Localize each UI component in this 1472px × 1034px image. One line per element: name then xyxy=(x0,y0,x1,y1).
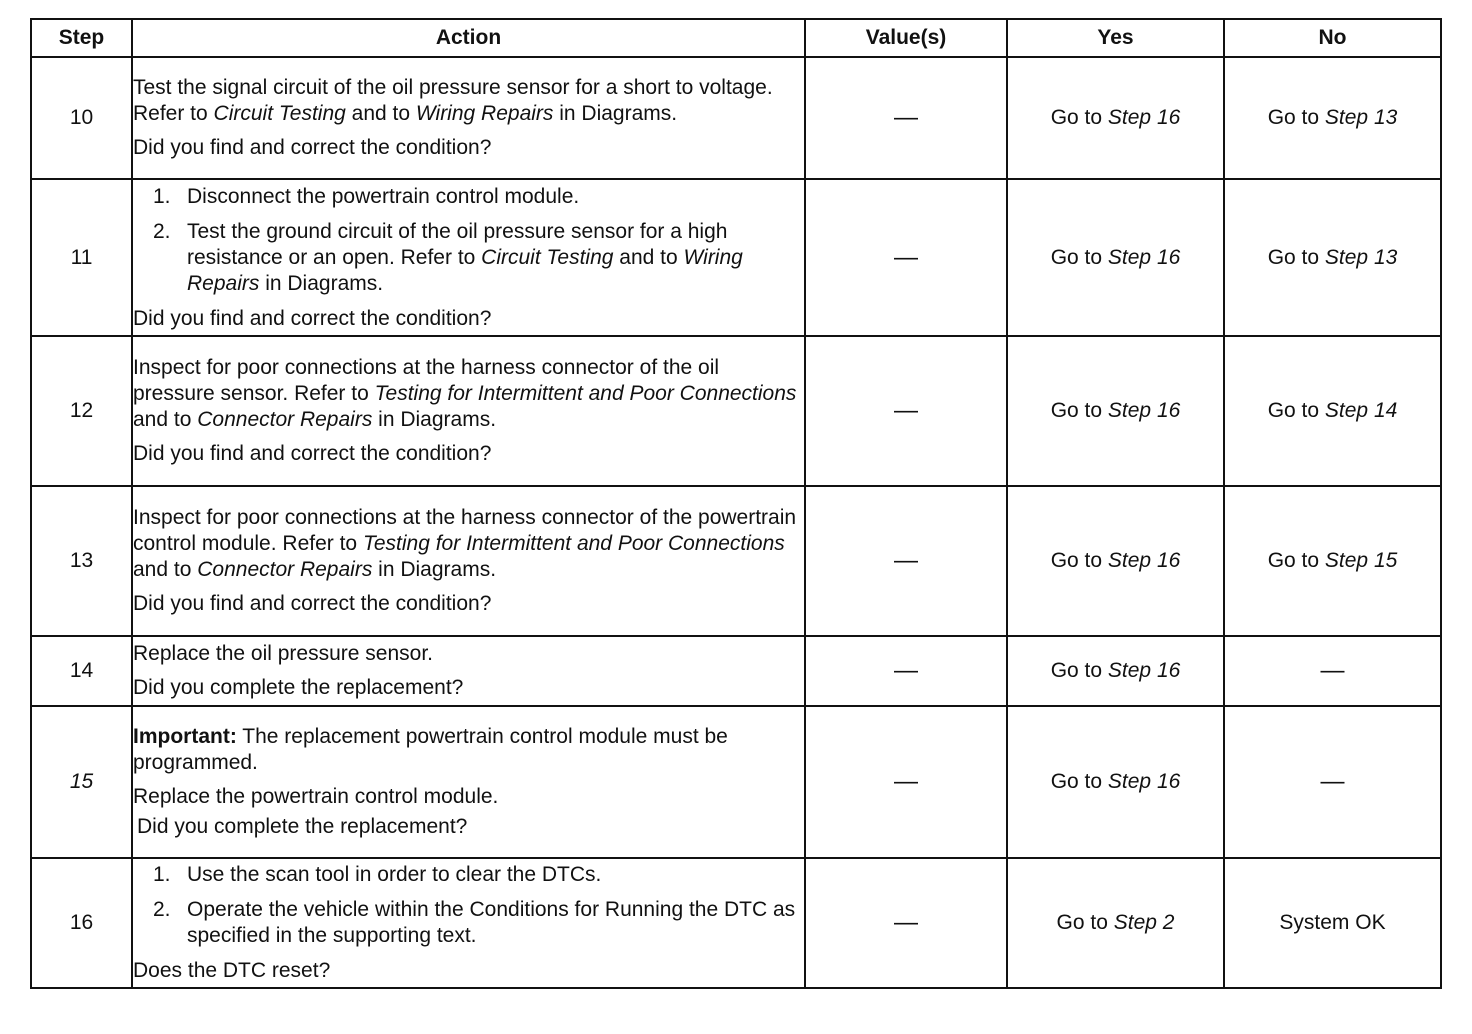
header-no: No xyxy=(1224,19,1441,57)
no-cell: Go to Step 13 xyxy=(1224,179,1441,336)
table-row xyxy=(31,636,1441,706)
yes-cell: Go to Step 16 xyxy=(1007,336,1224,486)
step-number: 14 xyxy=(31,636,132,706)
list-item: 2. Test the ground circuit of the oil pressure sensor for a high resistance or an open. Refer to Circuit Testing and to Wiring Repairs in Diagrams. xyxy=(153,219,743,295)
reference-link: Circuit Testing xyxy=(481,245,614,269)
reference-link: Wiring Repairs xyxy=(187,245,743,295)
action-text: Replace the oil pressure sensor. xyxy=(133,642,433,665)
yes-cell: Go to Step 2 xyxy=(1007,858,1224,988)
action-text: Replace the powertrain control module. xyxy=(133,785,499,808)
reference-link: Circuit Testing xyxy=(213,102,346,125)
table-row xyxy=(31,486,1441,636)
header-yes: Yes xyxy=(1007,19,1224,57)
no-cell: Go to Step 14 xyxy=(1224,336,1441,486)
value-cell: — xyxy=(805,486,1007,636)
reference-link: Connector Repairs xyxy=(197,408,373,431)
step-number: 11 xyxy=(31,179,132,336)
table-row xyxy=(31,858,1441,988)
action-question: Did you find and correct the condition? xyxy=(133,592,492,615)
action-cell xyxy=(132,336,805,486)
action-cell xyxy=(132,179,805,336)
action-cell xyxy=(132,858,805,988)
action-question: Did you complete the replacement? xyxy=(133,676,464,699)
value-cell: — xyxy=(805,858,1007,988)
diagnostic-table xyxy=(30,18,1442,989)
no-cell: — xyxy=(1224,636,1441,706)
header-row xyxy=(31,19,1441,57)
value-cell: — xyxy=(805,336,1007,486)
yes-cell: Go to Step 16 xyxy=(1007,57,1224,179)
value-cell: — xyxy=(805,179,1007,336)
table-row xyxy=(31,706,1441,858)
action-question: Did you find and correct the condition? xyxy=(133,306,492,330)
value-cell: — xyxy=(805,636,1007,706)
action-cell xyxy=(132,706,805,858)
action-text: Inspect for poor connections at the harness connector of the oil pressure sensor. Refer to Testing for Intermittent and Poor Connections and to Connector Repairs in Diagrams. xyxy=(133,356,797,431)
action-question: Did you complete the replacement? xyxy=(137,815,468,838)
table-row xyxy=(31,179,1441,336)
action-question: Did you find and correct the condition? xyxy=(133,442,492,465)
step-number: 13 xyxy=(31,486,132,636)
no-cell: Go to Step 15 xyxy=(1224,486,1441,636)
value-cell: — xyxy=(805,706,1007,858)
step-number: 12 xyxy=(31,336,132,486)
action-steps-list xyxy=(133,184,804,297)
action-text: Inspect for poor connections at the harness connector of the powertrain control module. Refer to Testing for Intermittent and Poor Connections and to Connector Repairs in Diagrams. xyxy=(133,506,797,581)
list-item: 1. Use the scan tool in order to clear the DTCs. xyxy=(153,863,602,886)
no-cell: Go to Step 13 xyxy=(1224,57,1441,179)
yes-cell: Go to Step 16 xyxy=(1007,636,1224,706)
no-cell: System OK xyxy=(1224,858,1441,988)
reference-link: Testing for Intermittent and Poor Connections xyxy=(374,382,797,405)
list-item: 1. Disconnect the powertrain control module. xyxy=(153,184,580,208)
action-question: Did you find and correct the condition? xyxy=(133,136,492,159)
action-steps-list xyxy=(133,862,804,949)
action-cell xyxy=(132,486,805,636)
important-note: Important: The replacement powertrain control module must be programmed. xyxy=(133,725,728,774)
list-item: 2. Operate the vehicle within the Conditions for Running the DTC as specified in the supporting text. xyxy=(153,898,796,947)
table-row xyxy=(31,57,1441,179)
yes-cell: Go to Step 16 xyxy=(1007,486,1224,636)
header-step: Step xyxy=(31,19,132,57)
action-cell xyxy=(132,57,805,179)
header-action: Action xyxy=(132,19,805,57)
important-label: Important: xyxy=(133,725,237,748)
step-number: 15 xyxy=(31,706,132,858)
yes-cell: Go to Step 16 xyxy=(1007,179,1224,336)
yes-cell: Go to Step 16 xyxy=(1007,706,1224,858)
reference-link: Wiring Repairs xyxy=(415,102,554,125)
action-cell xyxy=(132,636,805,706)
reference-link: Connector Repairs xyxy=(197,558,373,581)
step-number: 16 xyxy=(31,858,132,988)
header-values: Value(s) xyxy=(805,19,1007,57)
step-number: 10 xyxy=(31,57,132,179)
no-cell: — xyxy=(1224,706,1441,858)
value-cell: — xyxy=(805,57,1007,179)
reference-link: Testing for Intermittent and Poor Connections xyxy=(362,532,785,555)
action-text: Test the signal circuit of the oil pressure sensor for a short to voltage. Refer to Circuit Testing and to Wiring Repairs in Diagrams. xyxy=(133,76,773,125)
table-row xyxy=(31,336,1441,486)
action-question: Does the DTC reset? xyxy=(133,959,331,982)
